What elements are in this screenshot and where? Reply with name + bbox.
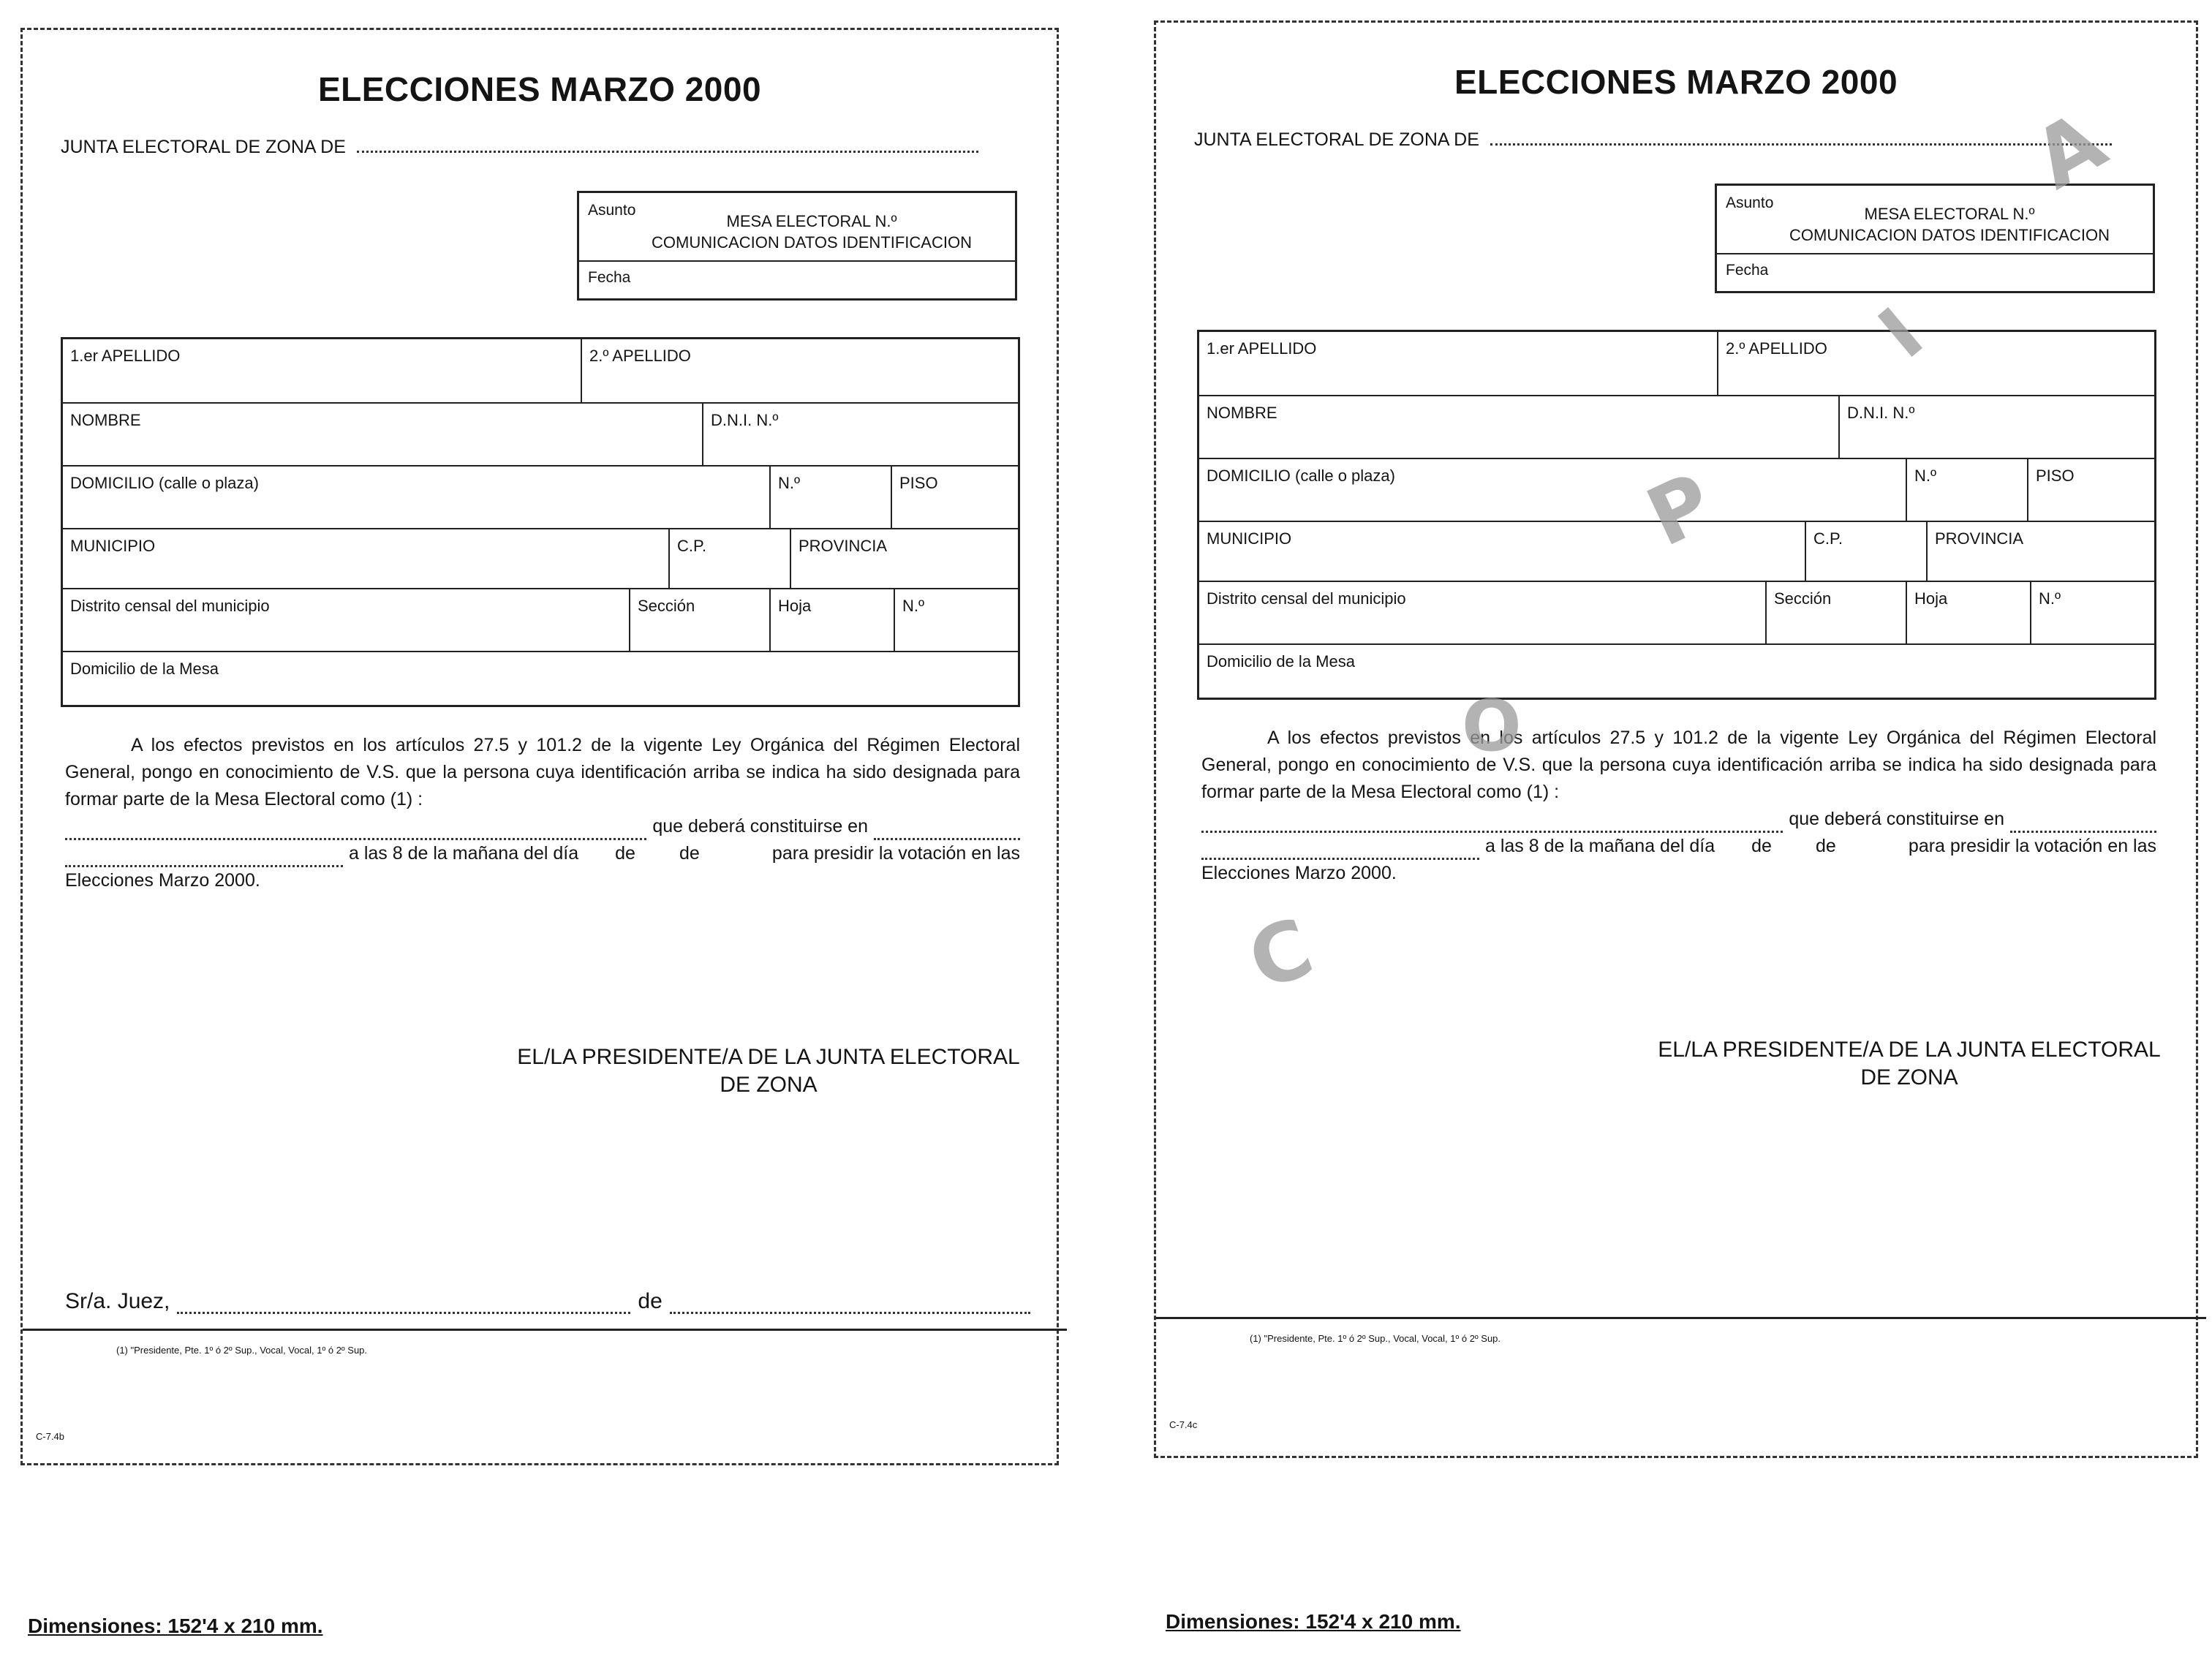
sr-juez-label: Sr/a. Juez, [65, 1289, 170, 1313]
domicilio-mesa-field[interactable] [63, 652, 1018, 706]
cp-label: C.P. [1813, 529, 1843, 548]
domicilio-field[interactable] [1199, 459, 1906, 522]
junta-fill-line[interactable] [357, 137, 978, 153]
form-code: C-7.4c [1169, 1419, 1198, 1430]
de-text-2: de [679, 843, 700, 864]
grid-row-distrito [1199, 581, 2154, 645]
a-las-text: a las 8 de la mañana del día [1485, 836, 1715, 856]
body-paragraph: A los efectos previstos en los artículos 27.5 y 101.2 de la vigente Ley Orgánica del Régimen Electoral General, pongo en conocimiento de V.S. que la persona cuya identificación arriba se indica ha sido designada para formar parte de la Mesa Electoral como (1) : [1201, 728, 2156, 802]
dimensions-left: Dimensiones: 152'4 x 210 mm. [28, 1615, 323, 1637]
apellido1-label: 1.er APELLIDO [70, 347, 181, 365]
apellido2-label: 2.º APELLIDO [1726, 339, 1827, 358]
asunto-box [577, 191, 1017, 301]
grid-row-apellidos [1199, 332, 2154, 395]
domicilio-mesa-field[interactable] [1199, 645, 2154, 699]
body-line-fecha [65, 840, 1020, 867]
watermark-letter-i: I [1862, 291, 1939, 375]
footer-rule [1156, 1317, 2206, 1319]
form-sheet-left [20, 28, 1059, 1465]
grid-row-distrito [63, 588, 1018, 652]
junta-label: JUNTA ELECTORAL DE ZONA DE [61, 137, 346, 157]
asunto-label: Asunto [588, 202, 636, 219]
asunto-line-1: MESA ELECTORAL N.º [726, 212, 897, 230]
footnote: (1) "Presidente, Pte. 1º ó 2º Sup., Vocal, Vocal, 1º ó 2º Sup. [1250, 1333, 1501, 1344]
piso-label: PISO [899, 474, 938, 492]
apellido1-field[interactable] [63, 339, 581, 402]
numero2-label: N.º [2039, 589, 2061, 608]
form-sheet-right [1154, 20, 2198, 1458]
cp-field[interactable] [1805, 522, 1926, 582]
nombre-label: NOMBRE [1207, 404, 1277, 422]
seccion-label: Sección [638, 597, 695, 615]
de-text-1: de [615, 843, 635, 864]
footnote: (1) "Presidente, Pte. 1º ó 2º Sup., Vocal, Vocal, 1º ó 2º Sup. [116, 1345, 368, 1356]
domicilio-label: DOMICILIO (calle o plaza) [70, 474, 259, 492]
body-text [65, 732, 1020, 894]
signature-block [1631, 1036, 2187, 1092]
sr-de-label: de [638, 1289, 663, 1313]
junta-line [1194, 129, 2112, 151]
fecha-label: Fecha [588, 269, 631, 286]
cp-field[interactable] [668, 529, 790, 589]
body-end: Elecciones Marzo 2000. [65, 870, 260, 891]
numero-label: N.º [1914, 467, 1937, 485]
identification-grid [61, 337, 1020, 707]
form-title: ELECCIONES MARZO 2000 [1454, 63, 1898, 101]
signature-line-2: DE ZONA [720, 1073, 818, 1097]
municipio-field[interactable] [63, 529, 668, 589]
body-line-constituirse [65, 813, 1020, 840]
signature-line-1: EL/LA PRESIDENTE/A DE LA JUNTA ELECTORAL [517, 1045, 1020, 1069]
domicilio-label: DOMICILIO (calle o plaza) [1207, 467, 1395, 485]
watermark-letter-o: O [1462, 685, 1522, 767]
hoja-label: Hoja [1914, 589, 1948, 608]
watermark-letter-a: A [2018, 94, 2121, 208]
asunto-subject [1761, 203, 2138, 246]
watermark-letter-p: P [1633, 454, 1726, 565]
junta-fill-line[interactable] [1490, 130, 2112, 146]
a-las-text: a las 8 de la mañana del día [349, 843, 579, 864]
dni-field[interactable] [1838, 396, 2154, 459]
signature-line-2: DE ZONA [1860, 1065, 1958, 1090]
presidir-text: para presidir la votación en las [771, 843, 1020, 864]
apellido2-label: 2.º APELLIDO [589, 347, 691, 365]
asunto-subject [623, 211, 1000, 253]
dni-field[interactable] [702, 404, 1018, 467]
fecha-label: Fecha [1726, 262, 1769, 279]
body-line-fecha [1201, 833, 2156, 860]
nombre-label: NOMBRE [70, 411, 141, 429]
lugar2-fill-line[interactable] [1201, 843, 1479, 860]
lugar-fill-line[interactable] [2010, 816, 2156, 833]
dni-label: D.N.I. N.º [711, 411, 779, 429]
cargo-fill-line[interactable] [65, 823, 646, 840]
grid-row-nombre [63, 402, 1018, 467]
municipio-label: MUNICIPIO [70, 537, 156, 555]
seccion-label: Sección [1774, 589, 1832, 608]
juez-fill-line[interactable] [177, 1297, 630, 1314]
numero-field[interactable] [1906, 459, 2027, 522]
juez-line [65, 1289, 1030, 1314]
form-title: ELECCIONES MARZO 2000 [317, 70, 762, 108]
form-code: C-7.4b [36, 1431, 65, 1442]
asunto-line-2: COMUNICACION DATOS IDENTIFICACION [1789, 226, 2110, 244]
dimensions-right: Dimensiones: 152'4 x 210 mm. [1166, 1610, 1461, 1633]
body-end: Elecciones Marzo 2000. [1201, 863, 1397, 883]
junta-line [61, 137, 978, 158]
domicilio-mesa-label: Domicilio de la Mesa [70, 660, 219, 678]
domicilio-field[interactable] [63, 467, 769, 529]
apellido2-field[interactable] [581, 339, 1018, 402]
hoja-label: Hoja [778, 597, 812, 615]
grid-row-apellidos [63, 339, 1018, 402]
distrito-label: Distrito censal del municipio [70, 597, 270, 615]
lugar2-fill-line[interactable] [65, 850, 343, 867]
piso-label: PISO [2036, 467, 2075, 485]
watermark-letter-c: C [1237, 900, 1325, 1008]
signature-line-1: EL/LA PRESIDENTE/A DE LA JUNTA ELECTORAL [1658, 1038, 2161, 1062]
piso-field[interactable] [2027, 459, 2154, 522]
hoja-field[interactable] [1906, 582, 2030, 645]
apellido1-field[interactable] [1199, 332, 1717, 395]
apellido1-label: 1.er APELLIDO [1207, 339, 1317, 358]
seccion-field[interactable] [1765, 582, 1906, 645]
apellido2-field[interactable] [1717, 332, 2154, 395]
numero-field[interactable] [769, 467, 891, 529]
body-line-constituirse [1201, 806, 2156, 833]
grid-row-mesa [63, 651, 1018, 706]
juez-place-fill-line[interactable] [670, 1297, 1030, 1314]
constituirse-text: que deberá constituirse en [1789, 809, 2004, 829]
footer-rule [23, 1329, 1067, 1331]
asunto-line-1: MESA ELECTORAL N.º [1864, 205, 2035, 223]
de-text-1: de [1751, 836, 1772, 856]
numero2-field[interactable] [894, 589, 1018, 652]
numero2-field[interactable] [2030, 582, 2154, 645]
junta-label: JUNTA ELECTORAL DE ZONA DE [1194, 129, 1479, 150]
constituirse-text: que deberá constituirse en [652, 816, 868, 837]
cargo-fill-line[interactable] [1201, 816, 1783, 833]
grid-row-mesa [1199, 643, 2154, 699]
piso-field[interactable] [891, 467, 1018, 529]
provincia-field[interactable] [1926, 522, 2154, 582]
nombre-field[interactable] [1199, 396, 1838, 459]
numero-label: N.º [778, 474, 801, 492]
asunto-line-2: COMUNICACION DATOS IDENTIFICACION [652, 233, 972, 252]
distrito-field[interactable] [1199, 582, 1765, 645]
nombre-field[interactable] [63, 404, 702, 467]
provincia-field[interactable] [790, 529, 1018, 589]
signature-block [491, 1043, 1046, 1099]
grid-row-nombre [1199, 395, 2154, 459]
de-text-2: de [1815, 836, 1836, 856]
presidir-text: para presidir la votación en las [1908, 836, 2156, 856]
distrito-label: Distrito censal del municipio [1207, 589, 1406, 608]
municipio-label: MUNICIPIO [1207, 529, 1292, 548]
body-text [1201, 725, 2156, 887]
body-paragraph: A los efectos previstos en los artículos 27.5 y 101.2 de la vigente Ley Orgánica del Régimen Electoral General, pongo en conocimiento de V.S. que la persona cuya identificación arriba se indica ha sido designada para formar parte de la Mesa Electoral como (1) : [65, 735, 1020, 809]
seccion-field[interactable] [629, 589, 769, 652]
cp-label: C.P. [677, 537, 706, 555]
numero2-label: N.º [902, 597, 925, 615]
hoja-field[interactable] [769, 589, 894, 652]
provincia-label: PROVINCIA [799, 537, 888, 555]
asunto-box [1715, 184, 2155, 293]
asunto-separator [579, 260, 1015, 262]
asunto-label: Asunto [1726, 195, 1774, 211]
grid-row-domicilio [63, 465, 1018, 529]
dni-label: D.N.I. N.º [1847, 404, 1915, 422]
distrito-field[interactable] [63, 589, 629, 652]
domicilio-mesa-label: Domicilio de la Mesa [1207, 652, 1355, 671]
grid-row-municipio [63, 528, 1018, 589]
asunto-separator [1717, 253, 2153, 254]
provincia-label: PROVINCIA [1935, 529, 2024, 548]
lugar-fill-line[interactable] [874, 823, 1020, 840]
